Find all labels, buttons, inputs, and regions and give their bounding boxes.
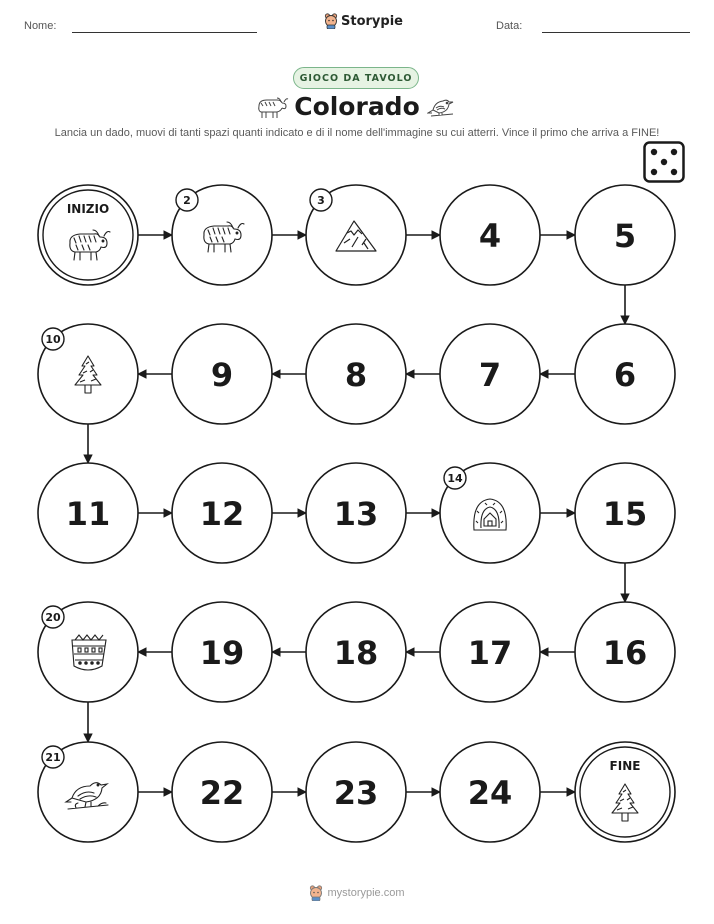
board-space-5 [575,185,675,285]
instructions-text: Lancia un dado, muovi di tanti spazi quanti indicato e di il nome dell'immagine su cui atterri. Vince il primo che arriva a FINE! [54,127,660,139]
board-space-21 [38,742,138,842]
board-space-7 [440,324,540,424]
date-label: Data: [496,20,523,32]
board-space-1 [38,185,138,285]
space-number: 19 [199,634,245,672]
board-space-25 [575,742,675,842]
footer-url[interactable]: mystorypie.com [327,887,405,899]
board-space-18 [306,602,406,702]
space-number: 24 [467,774,513,812]
board-space-17 [440,602,540,702]
brand-name: Storypie [341,13,403,29]
board-space-2 [172,185,272,285]
board-space-24 [440,742,540,842]
board-space-8 [306,324,406,424]
board-space-11 [38,463,138,563]
start-label: INIZIO [66,202,110,216]
board-game-badge: GIOCO DA TAVOLO [293,67,419,89]
page-title: Colorado [294,92,420,121]
space-number: 7 [478,356,502,394]
finish-label: FINE [609,759,641,773]
board-space-4 [440,185,540,285]
board-space-19 [172,602,272,702]
space-number: 9 [210,356,234,394]
board-space-9 [172,324,272,424]
board-space-12 [172,463,272,563]
space-number: 8 [344,356,368,394]
board-space-23 [306,742,406,842]
storypie-mascot-icon [309,885,323,901]
space-number: 11 [65,495,111,533]
name-label: Nome: [24,20,57,32]
space-number: 15 [602,495,648,533]
board-space-14 [440,463,540,563]
board-space-13 [306,463,406,563]
board-space-3 [306,185,406,285]
board-space-6 [575,324,675,424]
space-number: 23 [333,774,379,812]
space-number: 3 [317,194,325,207]
space-number: 13 [333,495,379,533]
space-number: 16 [602,634,648,672]
space-number: 10 [45,333,61,346]
board-space-20 [38,602,138,702]
space-number: 4 [478,217,502,255]
space-number: 12 [199,495,245,533]
board-space-15 [575,463,675,563]
space-number: 17 [467,634,513,672]
board-space-10 [38,324,138,424]
footer [0,885,714,901]
space-number: 21 [45,751,61,764]
space-number: 14 [447,472,463,485]
space-number: 18 [333,634,379,672]
space-number: 6 [613,356,637,394]
space-number: 5 [613,217,637,255]
space-number: 22 [199,774,245,812]
space-number: 2 [183,194,191,207]
board-space-16 [575,602,675,702]
board-space-22 [172,742,272,842]
space-number: 20 [45,611,61,624]
